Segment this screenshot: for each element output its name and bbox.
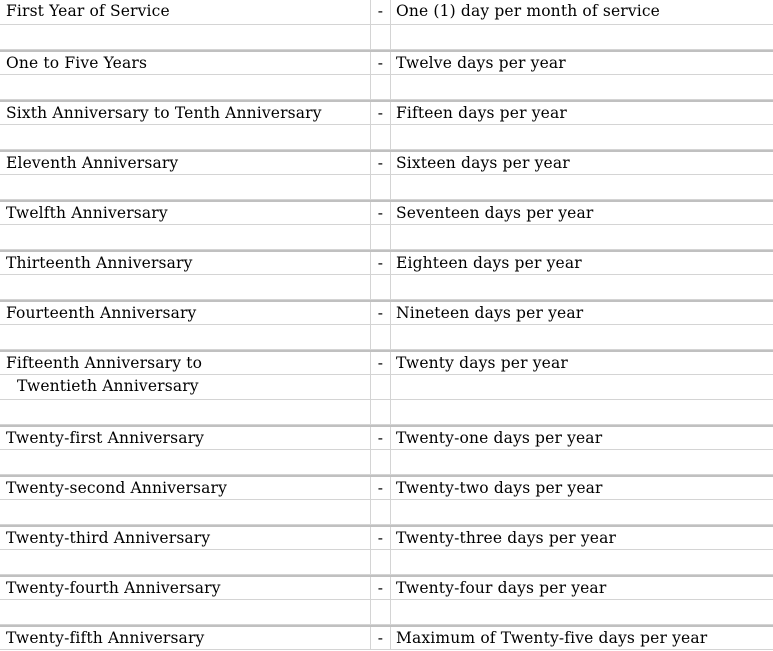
days-entitlement-cell (391, 125, 773, 149)
service-period-cell (0, 125, 370, 149)
separator-cell: - (370, 0, 391, 24)
service-period-cell: Fifteenth Anniversary to (6, 354, 203, 372)
service-period-cell: First Year of Service (6, 2, 170, 20)
separator-cell: - (370, 577, 391, 599)
separator-cell (370, 75, 391, 99)
table-row (0, 0, 773, 25)
separator-cell (370, 375, 391, 399)
table-row (0, 200, 773, 225)
table-row (0, 275, 773, 300)
days-entitlement-cell: Twenty-four days per year (396, 579, 607, 597)
separator-cell (370, 400, 391, 424)
service-period-cell: Twenty-third Anniversary (6, 529, 211, 547)
separator-cell: - (370, 202, 391, 224)
days-entitlement-cell (391, 450, 773, 474)
service-period-cell: One to Five Years (6, 54, 148, 72)
separator-cell: - (370, 527, 391, 549)
table-row (0, 225, 773, 250)
table-row (0, 525, 773, 550)
days-entitlement-cell: Twenty-one days per year (396, 429, 603, 447)
days-entitlement-cell (391, 325, 773, 349)
separator-cell (370, 500, 391, 524)
days-entitlement-cell: Maximum of Twenty-five days per year (396, 629, 708, 647)
days-entitlement-cell (391, 175, 773, 199)
days-entitlement-cell (391, 600, 773, 624)
table-row (0, 625, 773, 650)
table-row (0, 25, 773, 50)
table-row (0, 400, 773, 425)
table-row (0, 175, 773, 200)
days-entitlement-cell: Twenty-two days per year (396, 479, 603, 497)
table-row (0, 425, 773, 450)
service-period-cell: Sixth Anniversary to Tenth Anniversary (6, 104, 322, 122)
days-entitlement-cell: Nineteen days per year (396, 304, 584, 322)
service-period-cell: Twenty-fourth Anniversary (6, 579, 221, 597)
separator-cell (370, 175, 391, 199)
separator-cell: - (370, 477, 391, 499)
table-row (0, 450, 773, 475)
separator-cell (370, 225, 391, 249)
days-entitlement-cell (391, 400, 773, 424)
service-period-cell: Eleventh Anniversary (6, 154, 179, 172)
separator-cell (370, 25, 391, 49)
service-period-cell (0, 400, 370, 424)
days-entitlement-cell: Seventeen days per year (396, 204, 594, 222)
table-row (0, 300, 773, 325)
service-period-cell (0, 500, 370, 524)
table-row (0, 50, 773, 75)
service-period-cell: Twenty-first Anniversary (6, 429, 205, 447)
separator-cell: - (370, 252, 391, 274)
separator-cell (370, 600, 391, 624)
days-entitlement-cell (391, 225, 773, 249)
days-entitlement-cell (391, 500, 773, 524)
separator-cell (370, 550, 391, 574)
service-period-cell: Fourteenth Anniversary (6, 304, 197, 322)
separator-cell (370, 125, 391, 149)
service-period-cell: Twenty-second Anniversary (6, 479, 227, 497)
table-row (0, 325, 773, 350)
service-period-cell (0, 275, 370, 299)
service-period-cell: Twelfth Anniversary (6, 204, 168, 222)
separator-cell: - (370, 627, 391, 649)
service-period-cell: Thirteenth Anniversary (6, 254, 193, 272)
service-period-cell (0, 25, 370, 49)
days-entitlement-cell: Eighteen days per year (396, 254, 582, 272)
service-period-cell: Twenty-fifth Anniversary (6, 629, 205, 647)
table-row (0, 600, 773, 625)
separator-cell: - (370, 352, 391, 374)
table-row (0, 475, 773, 500)
service-period-cell: Twentieth Anniversary (17, 377, 199, 395)
service-period-cell (0, 600, 370, 624)
separator-cell: - (370, 302, 391, 324)
service-period-cell (0, 450, 370, 474)
separator-cell: - (370, 102, 391, 124)
service-period-cell (0, 75, 370, 99)
separator-cell: - (370, 152, 391, 174)
separator-cell: - (370, 427, 391, 449)
days-entitlement-cell (391, 550, 773, 574)
days-entitlement-cell (391, 25, 773, 49)
days-entitlement-cell: Twenty-three days per year (396, 529, 617, 547)
separator-cell (370, 450, 391, 474)
separator-cell: - (370, 52, 391, 74)
days-entitlement-cell: Twelve days per year (396, 54, 566, 72)
separator-cell (370, 275, 391, 299)
table-row (0, 375, 773, 400)
days-entitlement-cell (391, 375, 773, 399)
table-row (0, 100, 773, 125)
table-row (0, 550, 773, 575)
service-period-cell (0, 225, 370, 249)
table-row (0, 500, 773, 525)
days-entitlement-cell: Fifteen days per year (396, 104, 567, 122)
service-period-cell (0, 550, 370, 574)
separator-cell (370, 325, 391, 349)
table-row (0, 250, 773, 275)
service-period-cell (0, 325, 370, 349)
table-row (0, 125, 773, 150)
table-row (0, 350, 773, 375)
days-entitlement-cell: Sixteen days per year (396, 154, 570, 172)
table-row (0, 75, 773, 100)
table-row (0, 575, 773, 600)
days-entitlement-cell: Twenty days per year (396, 354, 568, 372)
days-entitlement-cell (391, 275, 773, 299)
days-entitlement-cell: One (1) day per month of service (396, 2, 661, 20)
service-period-cell (0, 175, 370, 199)
days-entitlement-cell (391, 75, 773, 99)
table-row (0, 150, 773, 175)
